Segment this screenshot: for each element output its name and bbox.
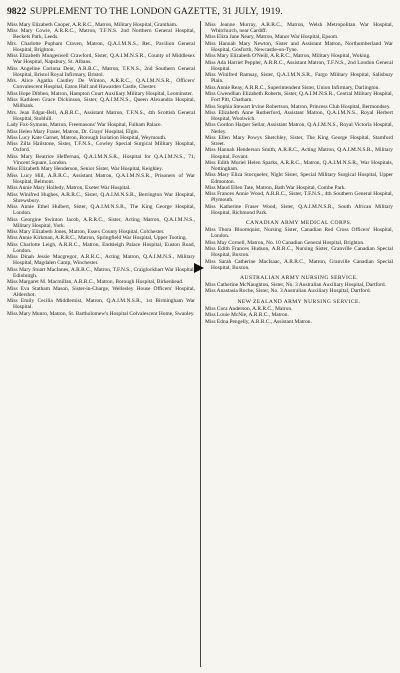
honours-entry: Miss Mary Beatrice Heffernan, Q.A.I.M.N.S.R., Hospital for Q.A.I.M.N.S., 71, Vincent Square, London. <box>7 153 195 166</box>
honours-entry: Miss Mary Munro, Matron, St. Bartholomew's Hospital Colvalescent Home, Swanley. <box>7 310 195 317</box>
honours-entry: Miss Sophia Stewart Irvine Robertson, Matron, Princess Club Hospital, Bermondsey. <box>205 103 391 110</box>
honours-entry: Miss Annie Kirkman, A.R.R.C., Matron, Springfield War Hospital, Upper Tooting. <box>7 235 187 242</box>
honours-entry: Miss Winifred Ramsay, Sister, Q.A.I.M.N.S.R., Fargo Military Hospital, Salisbury Plain. <box>205 72 393 85</box>
honours-entry: Miss Annie Reay, A.R.R.C., Superintendent Sister, Union Infirmary, Darlington. <box>205 84 380 91</box>
honours-entry: Miss Margaret M. Macmillan, A.R.R.C., Matron, Borough Hospital, Birkenhead. <box>7 279 184 286</box>
section-title: NEW ZEALAND ARMY NURSING SERVICE. <box>237 298 361 305</box>
honours-entry: Miss Edith Muriel Helen Sparks, A.R.R.C., Matron, Q.A.I.M.N.S.R., War Hospitals, Nottingham. <box>205 159 393 173</box>
honours-entry: Miss Mary Elizabeth Cooper, A.R.R.C., Matron, Military Hospital, Grantham. <box>7 22 178 28</box>
honours-entry: Miss Frances Annie Wood, A.R.R.C., Sister, T.F.N.S., 4th Southern General Hospital, Plymouth. <box>205 191 393 204</box>
honours-entry: Miss Ellen Mary Powys Shetchley, Sister, The King George Hospital, Stamford Street. <box>205 134 393 148</box>
honours-entry: Miss Zilla Hailstone, Sister, T.F.N.S., Cowley Special Surgical Military Hospital, Oxford. <box>7 141 195 154</box>
honours-entry: Mrs. Alice Agatha Cautley De Winton, A.R.R.C., Q.A.I.M.N.S.R., Officers' Convalescent Hospital, Eaton Hall and Hawarden Castle, Chester. <box>7 78 195 91</box>
honours-entry: Miss Louie McNie, A.R.R.C., Matron. <box>205 312 289 319</box>
page-header <box>7 5 393 18</box>
honours-entry: Miss May Cornell, Matron, No. 10 Canadian General Hospital, Brighton. <box>205 239 365 246</box>
honours-entry: Miss Elizabeth Mungeswell Crawford, Sister, Q.A.I.M.N.S.R., County of Middlesex War Hospital, Napsbury, St. Albans. <box>7 53 195 66</box>
honours-entry: Miss Charlotte Leigh, A.R.R.C., Matron, Endsleigh Palace Hospital, Euston Road, London. <box>7 241 195 254</box>
page-number: 9822 <box>7 6 27 17</box>
honours-entry: Miss Maud Ellen Tate, Matron, Bath War Hospital, Combe Park. <box>205 184 346 191</box>
left-column <box>7 22 195 667</box>
honours-entry: Lady Fox-Symons, Matron, Freemasons' War Hospital, Fulham Palace. <box>7 122 162 129</box>
honours-entry: Miss Gwendlian Elizabeth Roberts, Sister, Q.A.I.M.N.S.R., Central Military Hospital, Fort Pitt, Chatham. <box>205 91 393 104</box>
honours-entry: Miss Cora Anderson, A.R.R.C., Matron. <box>205 305 293 312</box>
arrow-marker-icon <box>194 263 204 273</box>
honours-entry: Miss Mary Elizabeth O'Neill, A.R.R.C., Matron, Military Hospital, Woking. <box>205 53 371 60</box>
honours-entry: Miss Winifred Hughes, A.R.R.C., Sister, Q.A.I.M.N.S.R., Berrington War Hospital, Shrewsbury. <box>7 191 195 204</box>
honours-entry: Miss Jeanne Murray, A.R.R.C., Matron, Welsh Metropolitan War Hospital, Whitchurch, near Cardiff. <box>205 22 393 35</box>
right-column <box>205 22 393 667</box>
section-title: AUSTRALIAN ARMY NURSING SERVICE. <box>239 274 359 281</box>
column-divider <box>200 21 201 667</box>
honours-entry: Mrs. Jean Edgar-Bell, A.R.R.C., Assistant Matron, T.F.N.S., 4th Scottish General Hospital, Stobhill. <box>7 109 195 122</box>
honours-entry: Miss Thora Bloomquist, Nursing Sister, Canadian Red Cross Officers' Hospital, London. <box>205 227 393 240</box>
honours-entry: Miss Eliza Jane Neary, Matron, Manor War Hospital, Epsom. <box>205 34 339 41</box>
honours-entry: Miss Hannah Mary Newton, Sister and Assistant Matron, Northumberland War Hospital, Gosforth, Newcastle-on-Tyne. <box>205 40 393 53</box>
honours-entry: Mrs. Charlotte Popham Craven, Matron, Q.A.I.M.N.S., Ret., Pavilion General Hospital, Brighton. <box>7 40 195 53</box>
honours-entry: Miss Hope Dibben, Matron, Hampton Court Auxiliary Military Hospital, Leominster. <box>7 90 193 97</box>
honours-entry: Miss Lucy Kate Garnet, Matron, Borough Isolation Hospital, Weymouth. <box>7 134 167 141</box>
honours-entry: Miss Kathleen Grace Dickinson, Sister, Q.A.I.M.N.S., Queen Alexandra Hospital, Millbank. <box>7 97 195 110</box>
honours-entry: Miss Annie Mary Holledy, Matron, Exeter War Hospital. <box>7 185 131 192</box>
honours-entry: Miss Georgine Swinton Jacob, A.R.R.C., Sister, Acting Matron, Q.A.I.M.N.S., Military Hospital, York. <box>7 216 195 229</box>
honours-entry: Miss Edith Frances Hudson, A.R.R.C., Nursing Sister, Granville Canadian Special Hospital, Buxton. <box>205 246 393 259</box>
honours-entry: Miss Gordon Harper Sellar, Assistant Matron, Q.A.I.M.N.S., Royal Victoria Hospital, Netley. <box>205 122 393 135</box>
honours-entry: Miss Mary Cowie, A.R.R.C., Matron, T.F.N.S. 2nd Northern General Hospital, Beckets Park, Leeds. <box>7 28 195 41</box>
honours-entry: Miss Angeline Corinna Dent, A.R.R.C., Matron, T.F.N.S., 2nd Southern General Hospital, Bristol Royal Infirmary, Bristol. <box>7 65 195 78</box>
honours-entry: Miss Elizabeth Anne Rutherford, Assistant Matron, Q.A.I.M.N.S., Royal Herbert Hospital, Woolwich. <box>205 109 393 123</box>
honours-entry: Miss Ada Harriet Peppler, A.R.R.C., Assistant Matron, T.F.N.S., 2nd London General Hospital. <box>205 59 393 72</box>
honours-entry: Miss Hannah Henderson Smith, A.R.R.C., Acting Matron, Q.A.I.M.N.S.R., Military Hospital, Fovant. <box>205 147 393 160</box>
honours-entry: Miss Eva Statham Mason, Sister-in-Charge, Wellesley House Officers' Hospital, Aldershot. <box>7 285 195 298</box>
gazette-page <box>7 5 393 669</box>
honours-entry: Miss Emily Cecilia Middlemist, Matron, Q.A.I.M.N.S.R., 1st Birmingham War Hospital. <box>7 298 195 311</box>
honours-entry: Miss Mary Eliza Stocqueler, Night Sister, Special Military Surgical Hospital, Upper Edmonton. <box>205 172 393 185</box>
honours-entry: Miss Dinah Jessie Macgregor, A.R.R.C., Acting Matron, Q.A.I.M.N.S., Military Hospital, Magdalen Camp, Winchester. <box>7 254 195 267</box>
honours-entry: Miss Mary Stuart MacInnes, A.R.R.C., Matron, T.F.N.S., Craiglockhart War Hospital, Edinburgh. <box>7 266 195 279</box>
honours-entry: Miss Elizabeth Mary Henderson, Senior Sister, War Hospital, Keighley. <box>7 166 163 173</box>
honours-entry: Miss Helen Mary Fraser, Matron, Dr. Grays' Hospital, Elgin. <box>7 128 139 135</box>
section-title: CANADIAN ARMY MEDICAL CORPS. <box>246 219 352 226</box>
page-title: SUPPLEMENT TO THE LONDON GAZETTE, 31 JULY, 1919. <box>30 6 283 17</box>
honours-entry: Miss Lucy Hill, A.R.R.C., Assistant Matron, Q.A.I.M.N.S.R., Prisoners of War Hospital, Belmont. <box>7 172 195 185</box>
honours-entry: Miss Sarah Catherine MacIsaac, A.R.R.C., Matron, Granville Canadian Special Hospital, Buxton. <box>205 258 393 271</box>
honours-entry: Miss Anastasia Roche, Sister, No. 3 Australian Auxiliary Hospital, Dartford. <box>205 288 371 295</box>
honours-entry: Miss Katherine Fraser Wood, Sister, Q.A.I.M.N.S.R., South African Military Hospital, Richmond Park. <box>205 203 393 216</box>
honours-entry: Miss Edna Pengelly, A.R.R.C., Assistant Matron. <box>205 318 312 325</box>
honours-entry: Miss Catherine McNaughton, Sister, No. 3 Australian Auxiliary Hospital, Dartford. <box>205 282 387 289</box>
honours-entry: Miss Annie Ethel Hulbert, Sister, Q.A.I.M.N.S.R., The King George Hospital, London. <box>7 204 195 217</box>
honours-entry: Miss Mary Elizabeth Jones, Matron, Essex County Hospital, Colchester. <box>7 229 165 236</box>
